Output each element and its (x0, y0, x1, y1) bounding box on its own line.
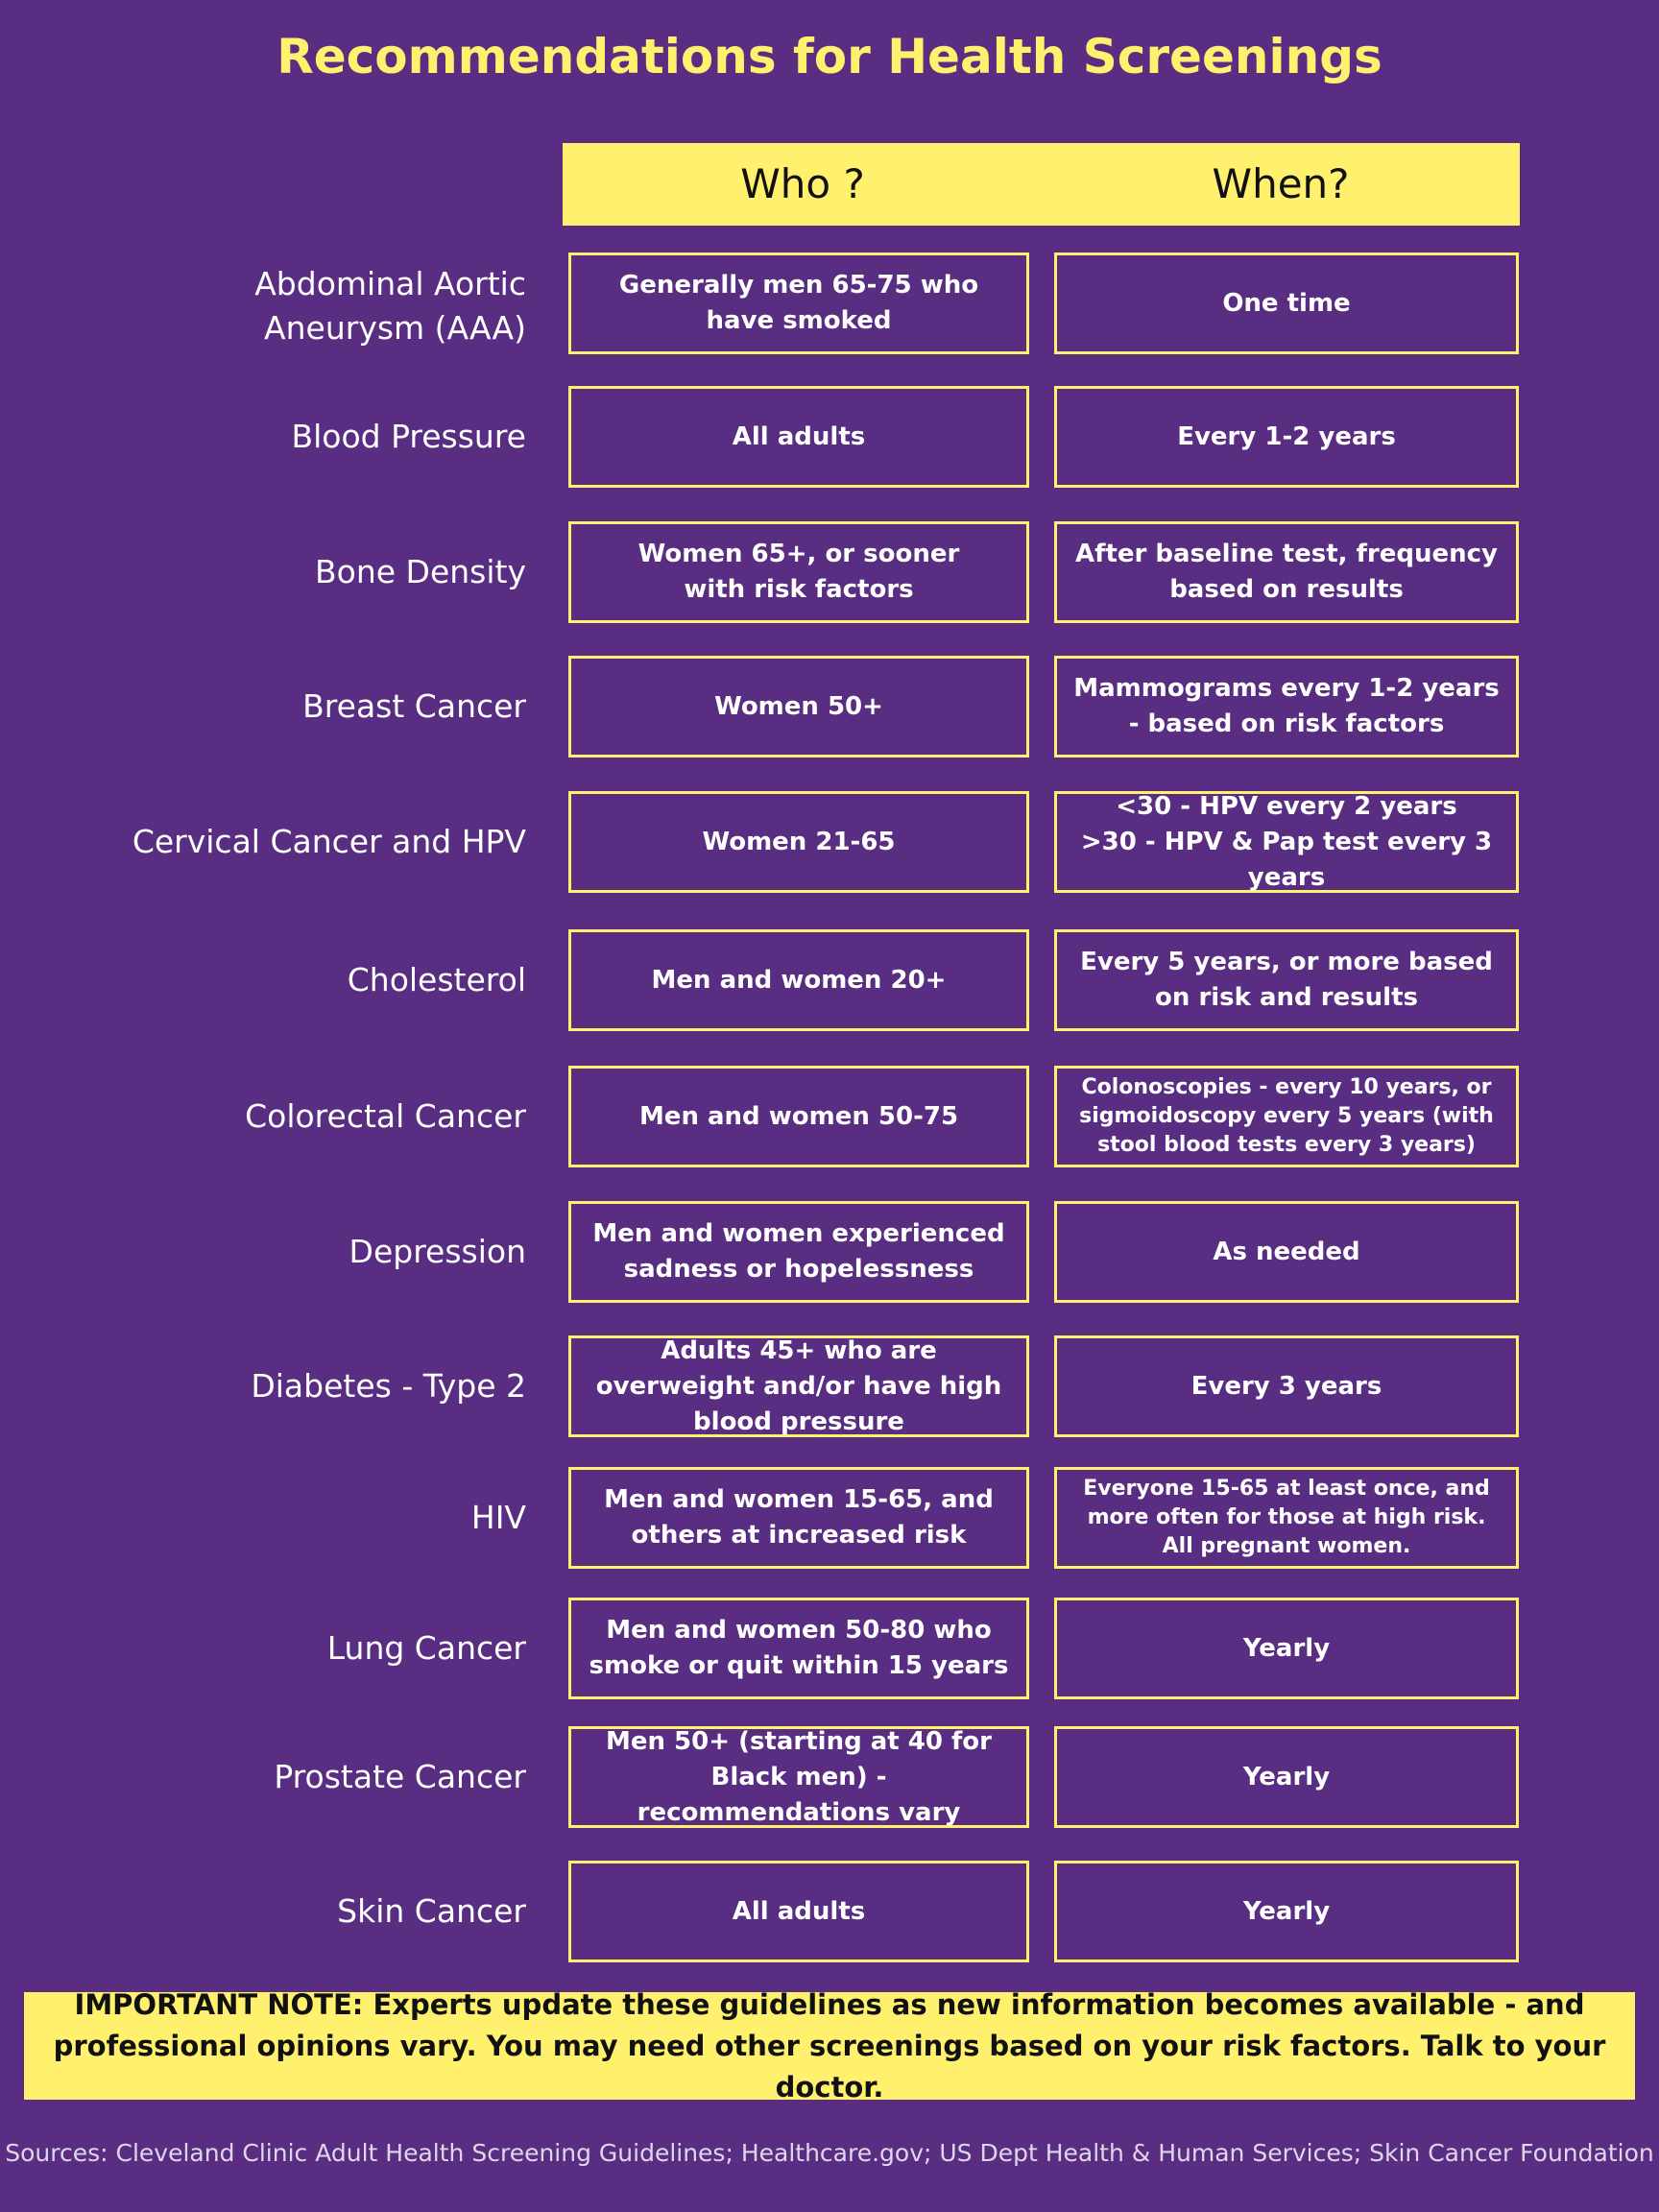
header-when: When? (1212, 160, 1350, 207)
row-label: Abdominal Aortic Aneurysm (AAA) (254, 265, 526, 347)
when-cell: Every 3 years (1054, 1335, 1519, 1437)
when-cell: After baseline test, frequency based on results (1054, 521, 1519, 623)
important-note: IMPORTANT NOTE: Experts update these guidelines as new information becomes available - and professional opinions vary. You may need other screenings based on your risk factors. Talk to your doctor. (24, 1992, 1635, 2100)
who-cell: Men and women 20+ (568, 929, 1029, 1031)
who-cell: Men 50+ (starting at 40 for Black men) - recommendations vary (568, 1726, 1029, 1828)
who-cell: Women 65+, or sooner with risk factors (568, 521, 1029, 623)
sources-footer: Sources: Cleveland Clinic Adult Health Screening Guidelines; Healthcare.gov; US Dept Health & Human Services; Skin Cancer Foundation (5, 2139, 1654, 2167)
who-cell: All adults (568, 1861, 1029, 1962)
who-cell: All adults (568, 386, 1029, 488)
row-label: Lung Cancer (326, 1629, 526, 1667)
when-cell: Every 1-2 years (1054, 386, 1519, 488)
row-label: Cholesterol (347, 961, 526, 998)
table-header (563, 143, 1520, 226)
who-cell: Men and women 15-65, and others at increased risk (568, 1467, 1029, 1569)
when-cell: Yearly (1054, 1726, 1519, 1828)
row-label: Prostate Cancer (274, 1758, 526, 1795)
when-cell: Mammograms every 1-2 years - based on risk factors (1054, 656, 1519, 757)
row-label: Bone Density (315, 553, 526, 590)
row-label: Cervical Cancer and HPV (132, 823, 526, 860)
when-cell: As needed (1054, 1201, 1519, 1303)
row-label: HIV (470, 1499, 526, 1536)
who-cell: Women 50+ (568, 656, 1029, 757)
row-label: Depression (349, 1233, 526, 1270)
page-title: Recommendations for Health Screenings (276, 29, 1382, 84)
who-cell: Adults 45+ who are overweight and/or have high blood pressure (568, 1335, 1029, 1437)
who-cell: Women 21-65 (568, 791, 1029, 893)
when-cell: Everyone 15-65 at least once, and more often for those at high risk. All pregnant women. (1054, 1467, 1519, 1569)
who-cell: Generally men 65-75 who have smoked (568, 252, 1029, 354)
who-cell: Men and women 50-75 (568, 1066, 1029, 1167)
row-label: Blood Pressure (291, 418, 526, 455)
row-label: Breast Cancer (302, 687, 526, 725)
when-cell: Colonoscopies - every 10 years, or sigmoidoscopy every 5 years (with stool blood tests every 3 years) (1054, 1066, 1519, 1167)
when-cell: Every 5 years, or more based on risk and results (1054, 929, 1519, 1031)
who-cell: Men and women 50-80 who smoke or quit within 15 years (568, 1598, 1029, 1699)
when-cell: Yearly (1054, 1598, 1519, 1699)
when-cell: Yearly (1054, 1861, 1519, 1962)
row-label: Diabetes - Type 2 (251, 1367, 526, 1405)
row-label: Skin Cancer (337, 1892, 526, 1930)
when-cell: <30 - HPV every 2 years >30 - HPV & Pap test every 3 years (1054, 791, 1519, 893)
row-label: Colorectal Cancer (245, 1097, 526, 1135)
who-cell: Men and women experienced sadness or hopelessness (568, 1201, 1029, 1303)
when-cell: One time (1054, 252, 1519, 354)
header-who: Who ? (740, 160, 865, 207)
